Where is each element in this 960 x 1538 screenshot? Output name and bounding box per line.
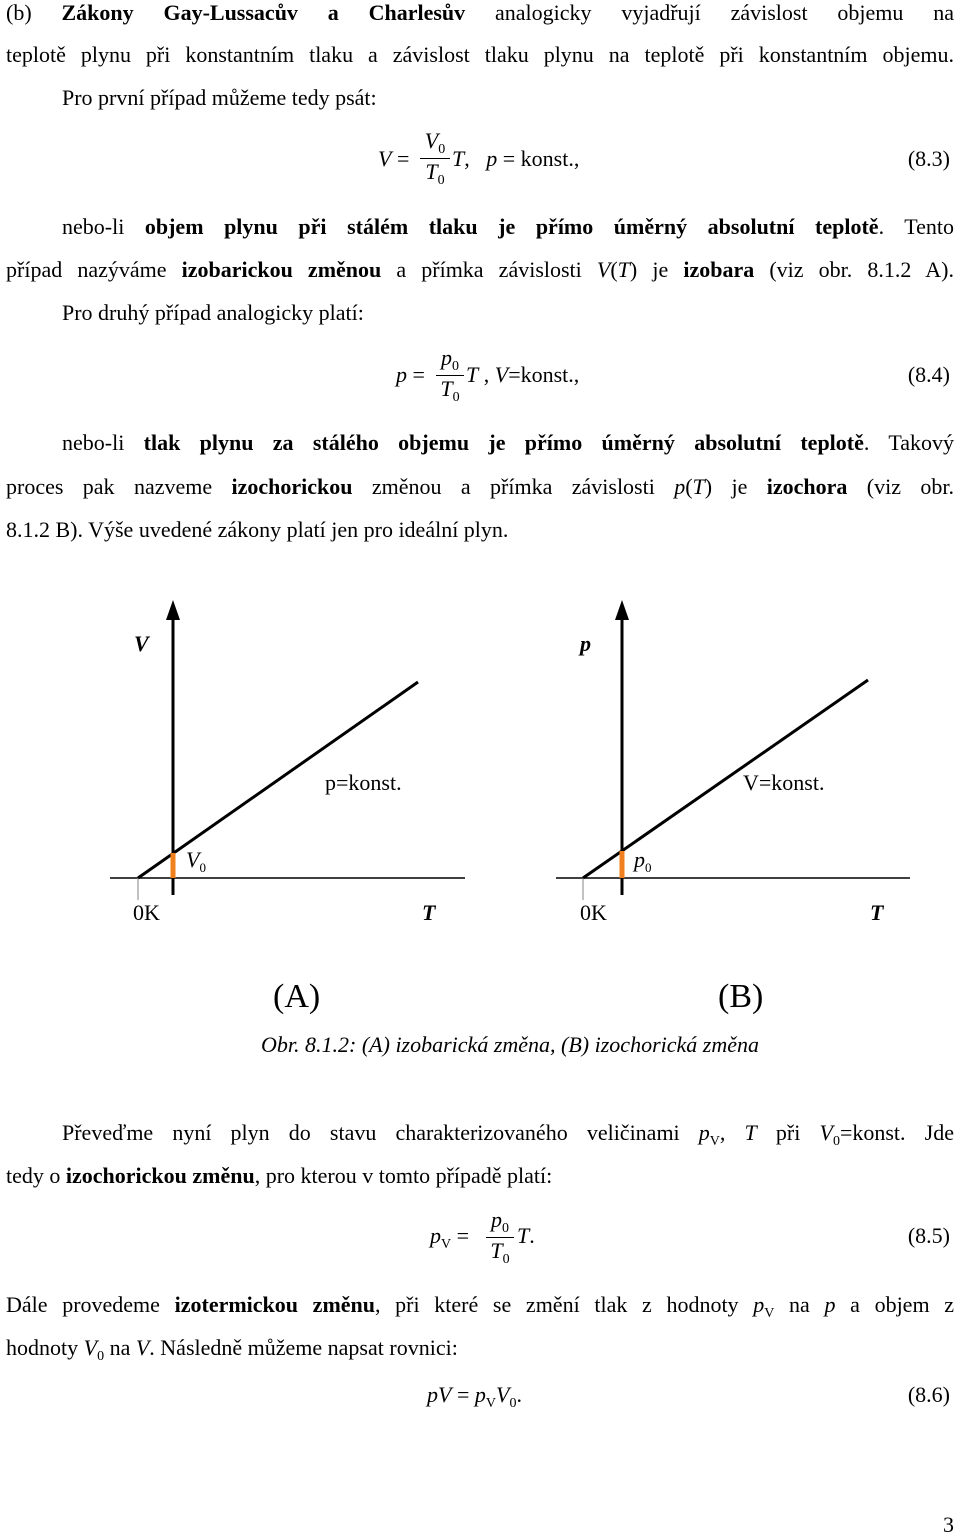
- para1-line2: teplotě plynu při konstantním tlaku a závislost tlaku plynu na teplotě při konstantním objemu.: [6, 42, 954, 67]
- figure-caption: Obr. 8.1.2: (A) izobarická změna, (B) izochorická změna: [261, 1032, 759, 1057]
- panel-label-b: (B): [718, 978, 764, 1015]
- origin-label-b: 0K: [580, 900, 607, 925]
- isochore-line: [583, 680, 868, 878]
- para5-line1: Dále provedeme izotermickou změnu, při které se změní tlak z hodnoty $p_V$ na p a objem z: [6, 1292, 954, 1321]
- para1-line3: Pro první případ můžeme tedy psát:: [62, 85, 377, 110]
- graph-b: [556, 600, 910, 1015]
- para4-line1: Převeďme nyní plyn do stavu charakterizovaného veličinami $p_V$, T při $V_0=konst$. Jde: [62, 1120, 954, 1149]
- para3-line2: proces pak nazveme izochorickou změnou a přímka závislosti p(T) je izochora (viz obr.: [6, 474, 954, 499]
- x-axis-label-a: T: [422, 900, 436, 925]
- figure-8-1-2: [0, 595, 960, 1015]
- equation-number: (8.4): [907, 362, 950, 387]
- equation-number: (8.3): [907, 146, 950, 171]
- y-axis-arrow-a: [166, 600, 180, 620]
- para2-line1: nebo-li objem plynu při stálém tlaku je přímo úměrný absolutní teplotě. Tento: [62, 214, 954, 239]
- para2-line3: Pro druhý případ analogicky platí:: [62, 300, 364, 325]
- line-label-a: p=konst.: [325, 770, 402, 795]
- origin-label-a: 0K: [133, 900, 160, 925]
- para3-line3: 8.1.2 B). Výše uvedené zákony platí jen pro ideální plyn.: [6, 517, 509, 542]
- y-axis-label-b: p: [580, 631, 591, 656]
- para4-line2: tedy o izochorickou změnu, pro kterou v tomto případě platí:: [6, 1163, 553, 1188]
- intercept-sub-a: 0: [199, 860, 206, 875]
- page-number: 3: [943, 1512, 954, 1537]
- line-label-b: V=konst.: [743, 770, 825, 795]
- equation-number: (8.5): [907, 1223, 950, 1248]
- svg-text:p0: [632, 847, 652, 875]
- para5-line2: hodnoty $V_0$ na V. Následně můžeme napsat rovnici:: [6, 1335, 458, 1364]
- para3-line1: nebo-li tlak plynu za stálého objemu je přímo úměrný absolutní teplotě. Takový: [62, 430, 954, 455]
- para1-line1: (b) Zákony Gay-Lussacův a Charlesův analogicky vyjadřují závislost objemu na: [6, 0, 954, 25]
- y-axis-label-a: V: [134, 631, 149, 656]
- intercept-label-a: V: [186, 847, 200, 872]
- intercept-sub-b: 0: [645, 860, 652, 875]
- para2-line2: případ nazýváme izobarickou změnou a přímka závislosti V(T) je izobara (viz obr. 8.1.2 A).: [6, 257, 954, 282]
- intercept-label-b: p: [634, 847, 645, 872]
- y-axis-arrow-b: [615, 600, 629, 620]
- equation-number: (8.6): [907, 1382, 950, 1407]
- panel-label-a: (A): [273, 978, 321, 1015]
- svg-text:V0: [186, 847, 206, 875]
- x-axis-label-b: T: [870, 900, 884, 925]
- graph-a: [110, 600, 465, 1015]
